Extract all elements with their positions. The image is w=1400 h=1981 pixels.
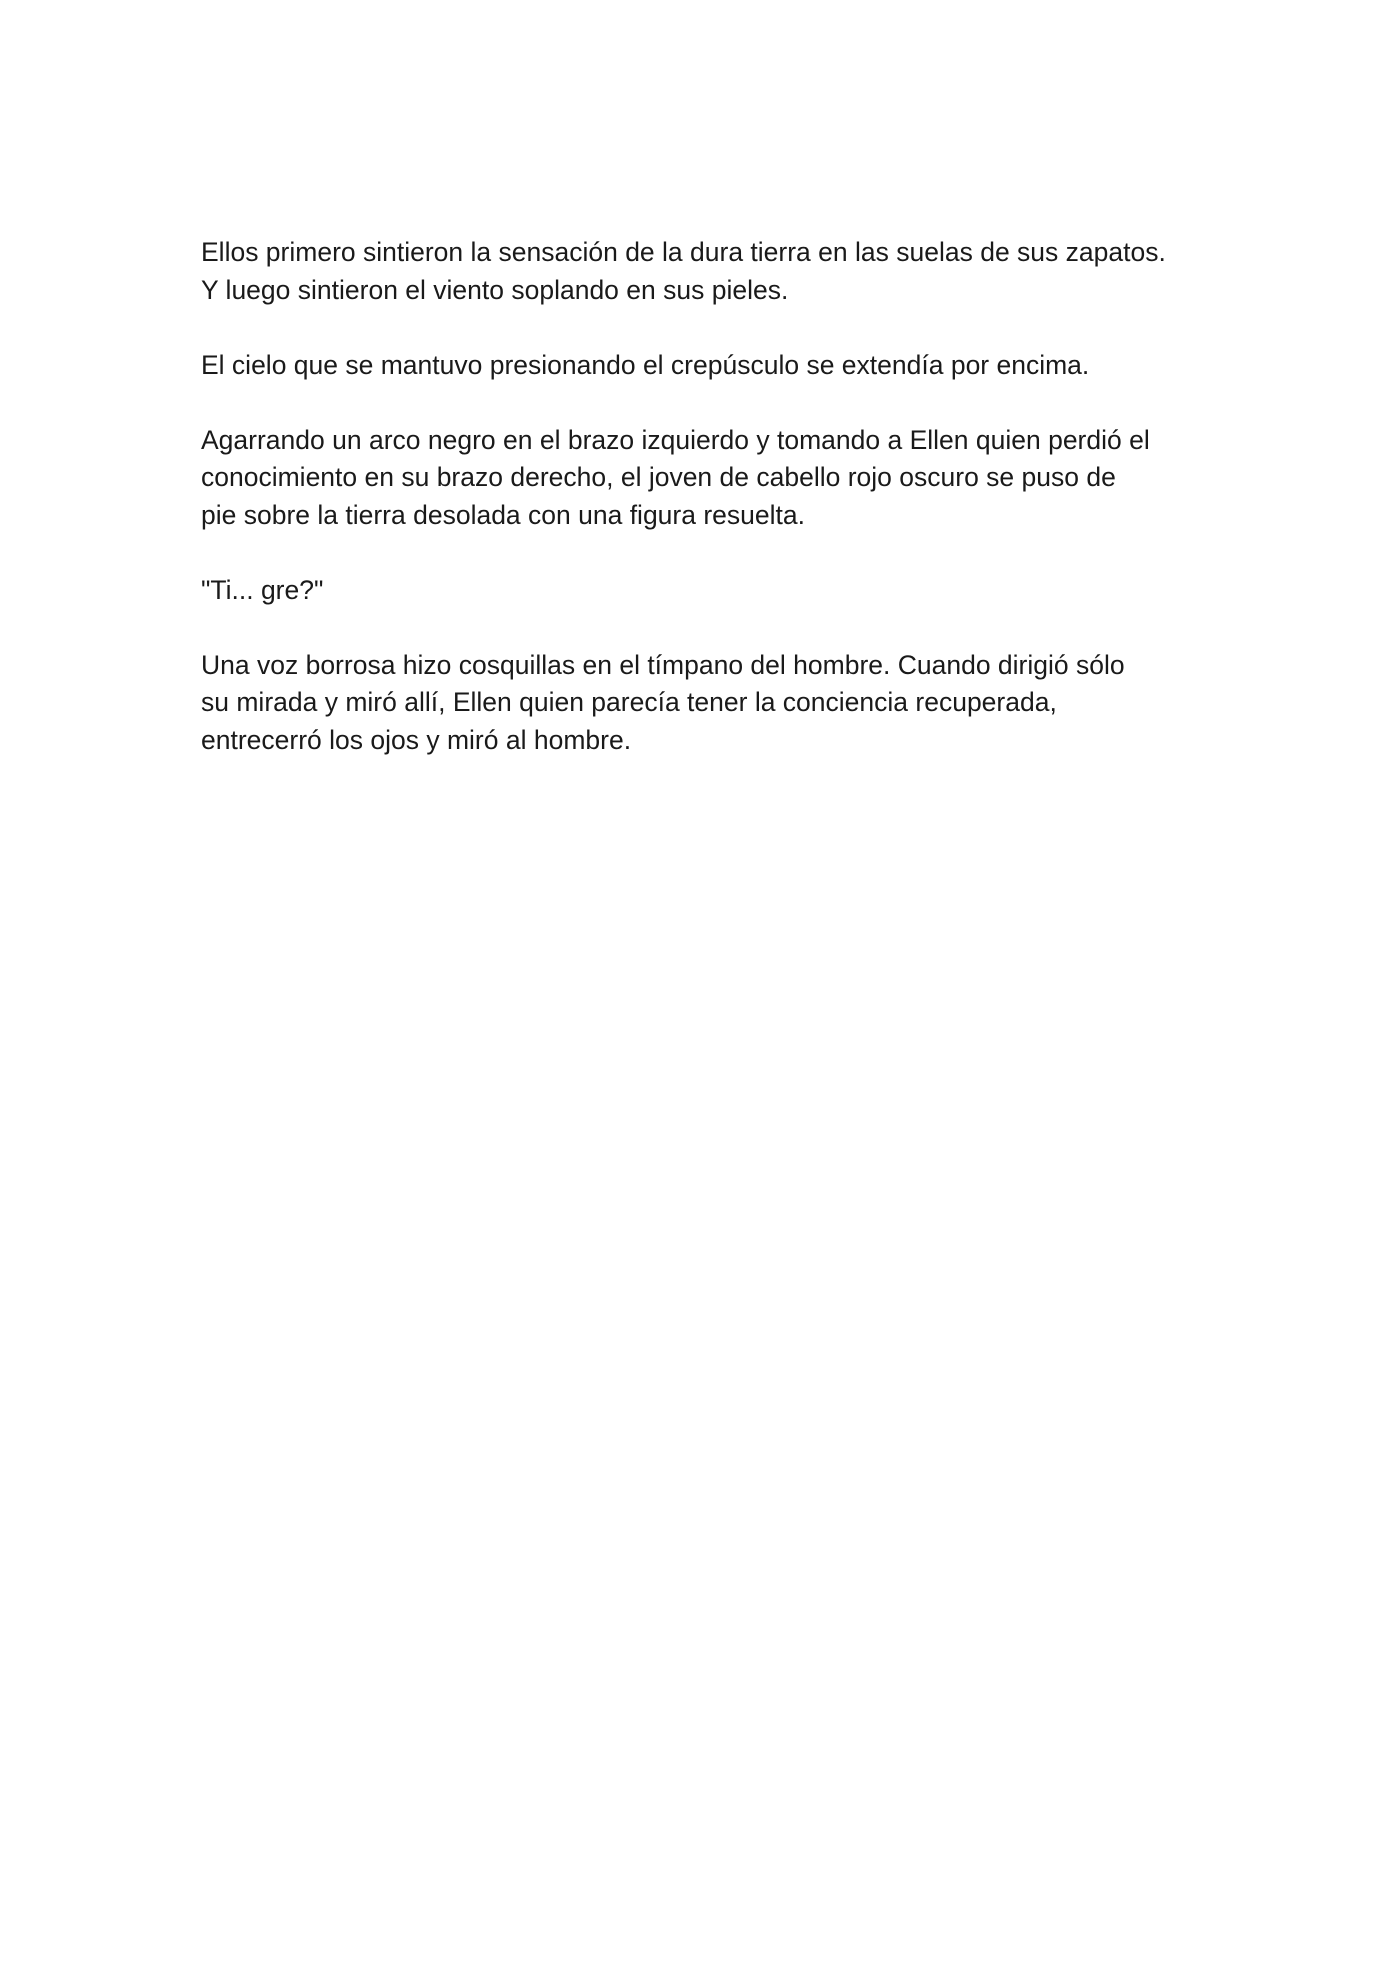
text-line: El cielo que se mantuvo presionando el crepúsculo se extendía por encima. [201, 349, 1090, 380]
document-body [201, 234, 1211, 797]
paragraph-3 [201, 422, 1211, 535]
text-line: pie sobre la tierra desolada con una figura resuelta. [201, 499, 805, 530]
text-line: Agarrando un arco negro en el brazo izquierdo y tomando a Ellen quien perdió el [201, 424, 1150, 455]
text-line: Y luego sintieron el viento soplando en sus pieles. [201, 274, 789, 305]
text-line: conocimiento en su brazo derecho, el joven de cabello rojo oscuro se puso de [201, 462, 1116, 492]
paragraph-2 [201, 347, 1211, 385]
text-line: su mirada y miró allí, Ellen quien parecía tener la conciencia recuperada, [201, 687, 1057, 717]
text-line: Ellos primero sintieron la sensación de la dura tierra en las suelas de sus zapatos. [201, 237, 1166, 267]
text-line: "Ti... gre?" [201, 574, 324, 605]
paragraph-5 [201, 647, 1211, 760]
text-line: Una voz borrosa hizo cosquillas en el tímpano del hombre. Cuando dirigió sólo [201, 649, 1125, 680]
paragraph-1 [201, 234, 1211, 309]
text-line: entrecerró los ojos y miró al hombre. [201, 724, 632, 755]
paragraph-4-dialogue [201, 572, 1211, 610]
